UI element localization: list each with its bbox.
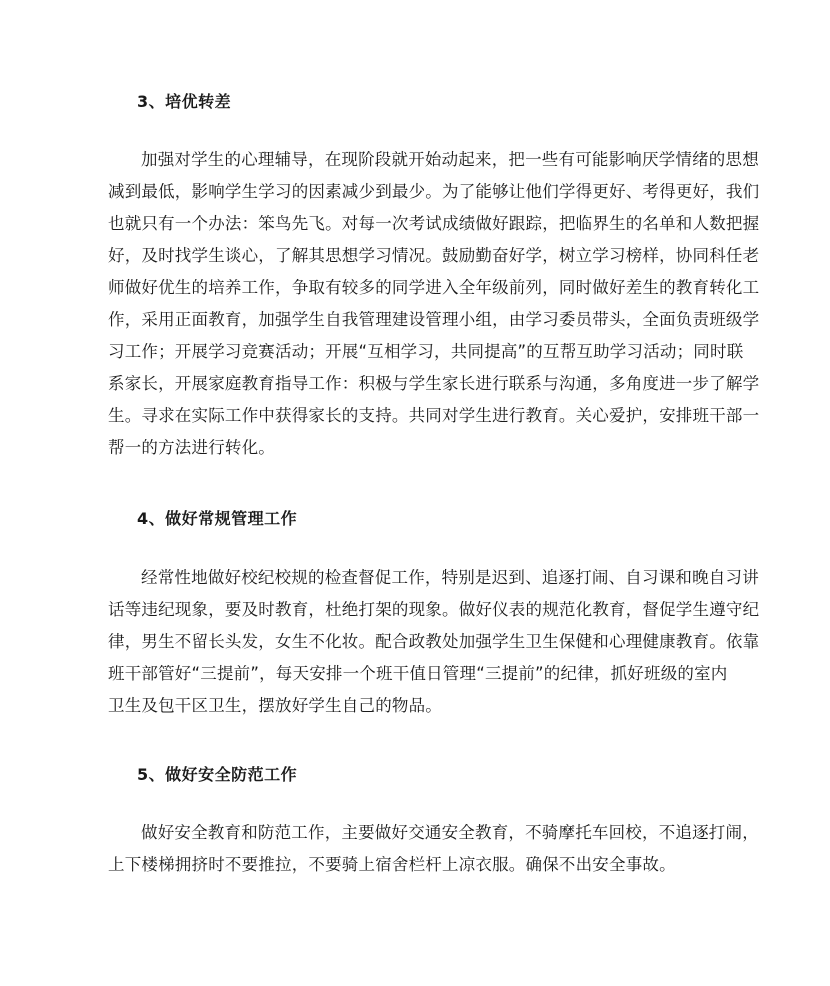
text-line: 作，采用正面教育，加强学生自我管理建设管理小组，由学习委员带头，全面负责班级学 (108, 310, 760, 329)
text-line: 帮一的方法进行转化。 (108, 438, 275, 457)
text-line: 卫生及包干区卫生，摆放好学生自己的物品。 (108, 696, 442, 715)
text-line: 师做好优生的培养工作，争取有较多的同学进入全年级前列，同时做好差生的教育转化工 (108, 278, 760, 297)
text-line: 也就只有一个办法：笨鸟先飞。对每一次考试成绩做好跟踪，把临界生的名单和人数把握 (108, 214, 760, 233)
paragraph (108, 817, 759, 881)
section-heading: 4、做好常规管理工作 (137, 509, 298, 528)
paragraph (108, 562, 760, 722)
text-line: 律，男生不留长头发，女生不化妆。配合政教处加强学生卫生保健和心理健康教育。依靠 (108, 632, 760, 651)
text-line: 好，及时找学生谈心，了解其思想学习情况。鼓励勤奋好学，树立学习榜样，协同科任老 (108, 246, 760, 265)
text-line: 经常性地做好校纪校规的检查督促工作，特别是迟到、追逐打闹、自习课和晚自习讲 (141, 568, 759, 587)
text-line: 系家长，开展家庭教育指导工作：积极与学生家长进行联系与沟通，多角度进一步了解学 (108, 374, 760, 393)
section-heading: 5、做好安全防范工作 (137, 765, 298, 784)
text-line: 习工作；开展学习竞赛活动；开展“互相学习，共同提高”的互帮互助学习活动；同时联 (108, 342, 744, 361)
text-line: 话等违纪现象，要及时教育，杜绝打架的现象。做好仪表的规范化教育，督促学生遵守纪 (108, 600, 760, 619)
text-line: 班干部管好“三提前”，每天安排一个班干值日管理“三提前”的纪律，抓好班级的室内 (108, 664, 728, 683)
text-line: 做好安全教育和防范工作，主要做好交通安全教育，不骑摩托车回校，不追逐打闹， (141, 823, 759, 842)
section-heading: 3、培优转差 (137, 92, 232, 111)
text-line: 上下楼梯拥挤时不要推拉，不要骑上宿舍栏杆上凉衣服。确保不出安全事故。 (108, 855, 676, 874)
text-line: 加强对学生的心理辅导，在现阶段就开始动起来，把一些有可能影响厌学情绪的思想 (141, 150, 759, 169)
text-line: 生。寻求在实际工作中获得家长的支持。共同对学生进行教育。关心爱护，安排班干部一 (108, 406, 760, 425)
paragraph (108, 144, 760, 464)
text-line: 减到最低，影响学生学习的因素减少到最少。为了能够让他们学得更好、考得更好，我们 (108, 182, 760, 201)
